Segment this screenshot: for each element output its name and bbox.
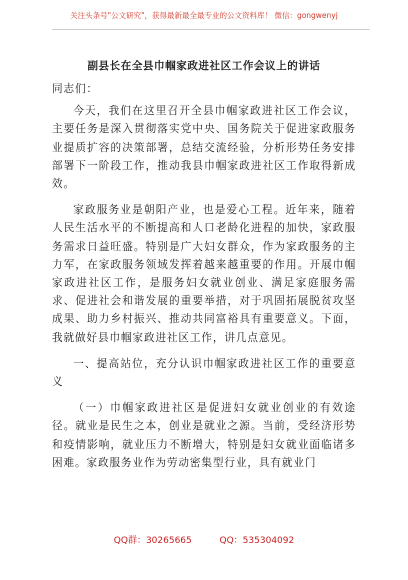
section-heading-1: 一、提高站位，充分认识巾帼家政进社区工作的重要意义 <box>52 357 356 389</box>
footer-contact <box>0 533 408 546</box>
header-note: 关注头条号"公文研究"，获得最新最全最专业的公文资料库！ 微信：gongwenyj <box>70 11 338 20</box>
document-title: 副县长在全县巾帼家政进社区工作会议上的讲话 <box>87 60 321 72</box>
paragraph-1: 今天，我们在这里召开全县巾帼家政进社区工作会议，主要任务是深入贯彻落实党中央、国务院关于促进家政服务业提质扩容的决策部署，总结交流经验，分析形势任务安排部署下一阶段工作，推动我县巾帼家政进社区工作取得新成效。 <box>52 105 356 191</box>
paragraph-3: （一）巾帼家政进社区是促进妇女就业创业的有效途径。就业是民生之本，创业是就业之源。当前，受经济形势和疫情影响，就业压力不断增大，特别是妇女就业面临诸多困难。家政服务业作为劳动密集型行业，具有就业门 <box>52 402 356 469</box>
footer-qq: QQ：535304092 <box>219 536 295 546</box>
header-divider <box>52 29 370 30</box>
document-body <box>52 80 356 480</box>
salutation: 同志们： <box>52 83 98 95</box>
footer-qq-group: QQ群：30265665 <box>113 536 192 546</box>
paragraph-2: 家政服务业是朝阳产业，也是爱心工程。近年来，随着人民生活水平的不断提高和人口老龄化进程的加快，家政服务需求日益旺盛。特别是广大妇女群众，作为家政服务的主力军，在家政服务领域发挥着越来越重要的作用。开展巾帼家政进社区工作，是服务妇女就业创业、满足家庭服务需求、促进社会和谐发展的重要举措，对于巩固拓展脱贫攻坚成果、助力乡村振兴、推动共同富裕具有重要意义。下面，我就做好县巾帼家政进社区工作，讲几点意见。 <box>52 204 356 344</box>
